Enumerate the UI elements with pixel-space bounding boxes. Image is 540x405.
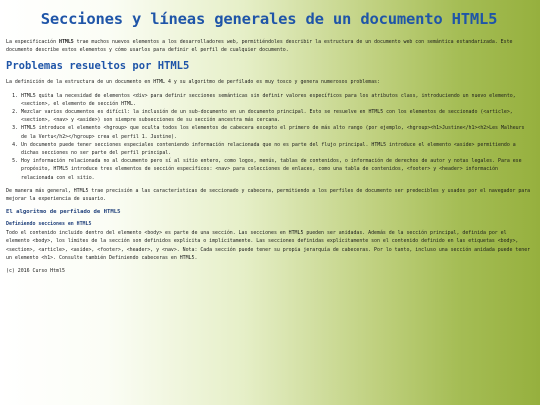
algorithm-heading: El algoritmo de perfilado de HTML5 bbox=[6, 209, 121, 216]
intro-paragraph bbox=[6, 38, 532, 54]
intro-text-post: trae muchos nuevos elementos a los desarrolladores web, permitiéndoles describir la estructura de un documento web con semántica estandarizada. Este documento describe estos elementos y cómo usarlos para definir el perfil de cualquier documento. bbox=[6, 39, 513, 54]
defining-paragraph: Todo el contenido incluido dentro del elemento <body> es parte de una sección. Las secciones en HTML5 pueden ser anidadas. Además de la sección principal, definida por el elemento <body>, los límites de la sección son definidos explícita o implícitamente. Las secciones definidas explícitamente son el contenido definido en las etiquetas <body>, <section>, <article>, <aside>, <footer>, <header>, y <nav>. Nota: Cada sección puede tener su propia jerarquía de cabeceras. Por lo tanto, incluso una sección anidada puede tener un elemento <h1>. Consulte también Definiendo cabeceras en HTML5. bbox=[6, 230, 531, 261]
defining-heading: Definiendo secciones en HTML5 bbox=[6, 221, 92, 228]
intro-strong: HTML5 bbox=[59, 39, 74, 45]
intro-text-pre: La especificación bbox=[6, 39, 59, 45]
problem-item: 1. HTML5 quita la necesidad de elementos <div> para definir secciones semánticas sin definir valores específicos para los atributos class, introduciendo un nuevo elemento, <section>, el elemento de sección HTML. bbox=[21, 92, 532, 108]
problems-intro: La definición de la estructura de un documento en HTML 4 y su algoritmo de perfilado es muy tosco y genera numerosos problemas: bbox=[6, 79, 380, 86]
problems-list bbox=[6, 92, 532, 182]
footer-text: (c) 2016 Curso Html5 bbox=[6, 268, 65, 275]
problem-item: 2. Mezclar varios documentos es difícil: la inclusión de un sub-documento en un documento principal. Esto se resuelve en HTML5 con los elementos de seccionado (<article>, <section>, <nav> y <aside>) son siempre subsecciones de su sección ancestra más cercana. bbox=[21, 108, 532, 124]
problems-heading: Problemas resueltos por HTML5 bbox=[6, 60, 190, 73]
page-title: Secciones y líneas generales de un documento HTML5 bbox=[40, 10, 498, 28]
problem-item: 5. Hoy información relacionada no al documento pero sí al sitio entero, como logos, menús, tablas de contenidos, o información de derechos de autor y notas legales. Para ese propósito, HTML5 introduce tres elementos de sección específicos: <nav> para colecciones de enlaces, como una tabla de contenidos, <footer> y <header> información relacionada con el sitio. bbox=[21, 157, 532, 182]
problem-item: 3. HTML5 introduce el elemento <hgroup> que oculta todos los elementos de cabecera excepto el primero de más alto rango (por ejemplo, <hgroup><h1>Justine</h1><h2>Les Malheurs de la Vertu</h2></hgroup> crea el perfil 1. Justine). bbox=[21, 124, 532, 140]
summary-paragraph: De manera más general, HTML5 trae precisión a las características de seccionado y cabecera, permitiendo a los perfiles de documento ser predecibles y usados por el navegador para mejorar la experiencia de usuario. bbox=[6, 187, 531, 203]
problem-item: 4. Un documento puede tener secciones especiales conteniendo información relacionada que no es parte del flujo principal. HTML5 introduce el elemento <aside> permitiendo a dichas secciones no ser parte del perfil principal. bbox=[21, 141, 532, 157]
